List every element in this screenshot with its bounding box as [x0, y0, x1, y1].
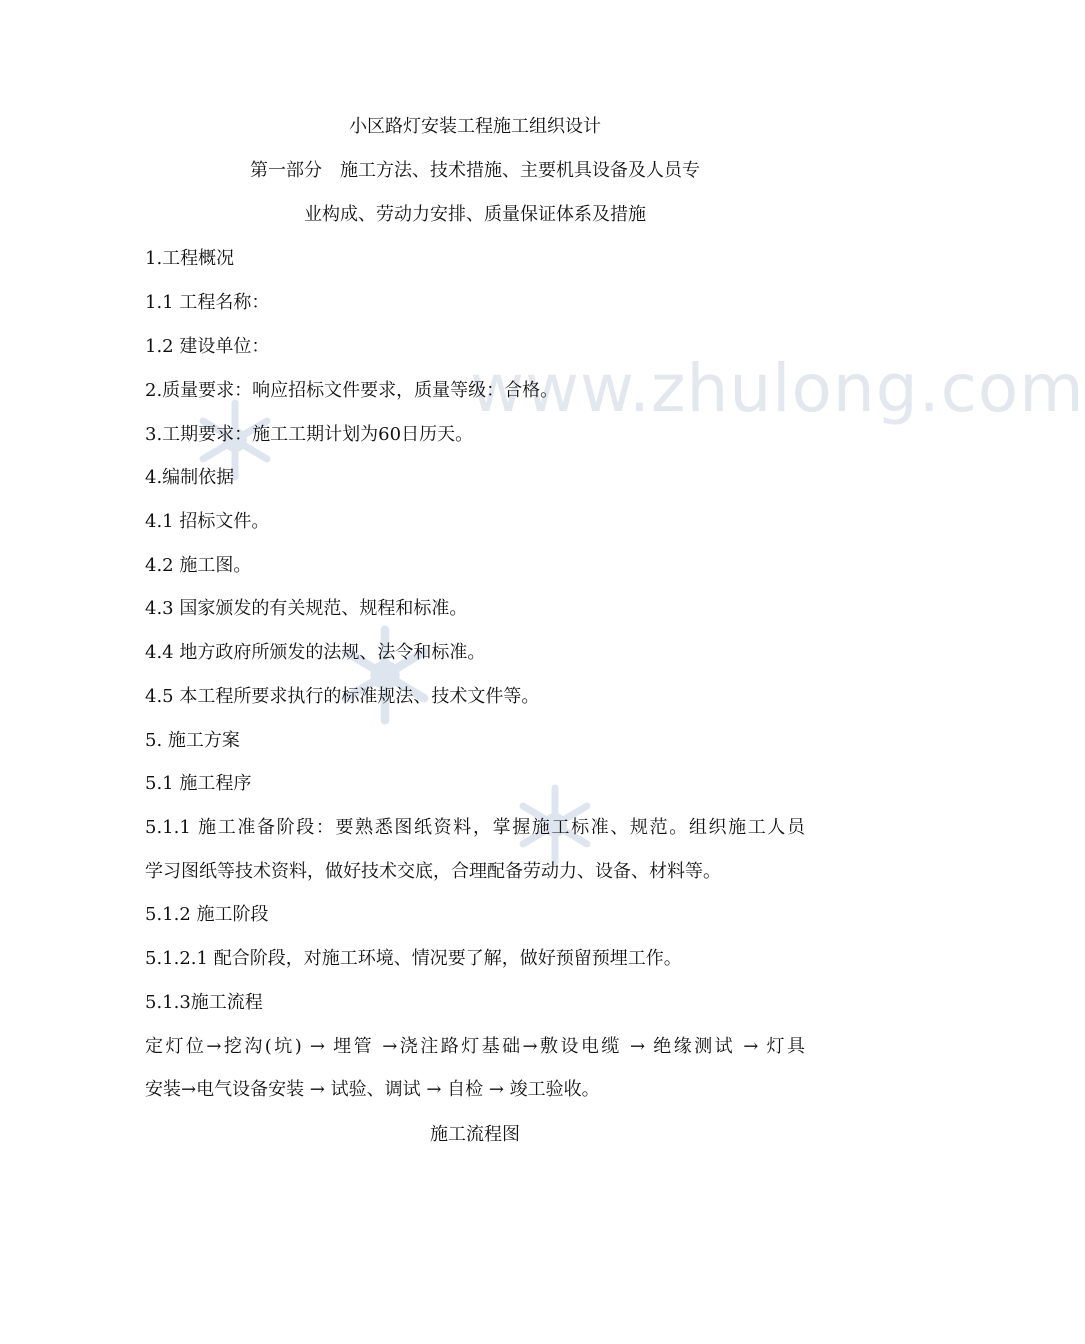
basis-item: 4.3 国家颁发的有关规范、规程和标准。 — [145, 598, 468, 619]
subsection-heading-procedure: 5.1 施工程序 — [145, 773, 252, 794]
basis-item: 4.1 招标文件。 — [145, 511, 270, 532]
schedule-requirement-line: 3.工期要求：施工工期计划为60日历天。 — [145, 424, 474, 445]
part-heading-line-2: 业构成、劳动力安排、质量保证体系及措施 — [304, 204, 646, 225]
section-heading-project-overview: 1.工程概况 — [145, 248, 235, 269]
quality-requirement-line: 2.质量要求：响应招标文件要求，质量等级：合格。 — [145, 380, 559, 401]
section-heading-construction-plan: 5. 施工方案 — [145, 730, 240, 751]
basis-item: 4.5 本工程所要求执行的标准规法、技术文件等。 — [145, 686, 540, 707]
subsection-heading-construction-stage: 5.1.2 施工阶段 — [145, 904, 269, 925]
preparation-stage-paragraph-continued: 学习图纸等技术资料，做好技术交底，合理配备劳动力、设备、材料等。 — [145, 861, 721, 882]
basis-item: 4.4 地方政府所颁发的法规、法令和标准。 — [145, 642, 486, 663]
part-heading-line-1: 第一部分 施工方法、技术措施、主要机具设备及人员专 — [250, 160, 700, 181]
section-heading-basis: 4.编制依据 — [145, 467, 235, 488]
watermark-text: www.zhulong.com — [470, 350, 1085, 427]
workflow-paragraph: 定灯位→挖沟(坑) → 埋管 →浇注路灯基础→敷设电缆 → 绝缘测试 → 灯具 — [145, 1036, 805, 1057]
basis-item: 4.2 施工图。 — [145, 555, 252, 576]
preparation-stage-paragraph: 5.1.1 施工准备阶段：要熟悉图纸资料，掌握施工标准、规范。组织施工人员 — [145, 817, 805, 838]
document-title: 小区路灯安装工程施工组织设计 — [349, 116, 601, 137]
coordination-stage-paragraph: 5.1.2.1 配合阶段，对施工环境、情况要了解，做好预留预埋工作。 — [145, 948, 682, 969]
project-name-line: 1.1 工程名称： — [145, 292, 270, 313]
client-line: 1.2 建设单位： — [145, 336, 270, 357]
workflow-paragraph-continued: 安装→电气设备安装 → 试验、调试 → 自检 → 竣工验收。 — [145, 1079, 600, 1100]
figure-caption: 施工流程图 — [430, 1124, 520, 1145]
subsection-heading-workflow: 5.1.3施工流程 — [145, 992, 263, 1013]
